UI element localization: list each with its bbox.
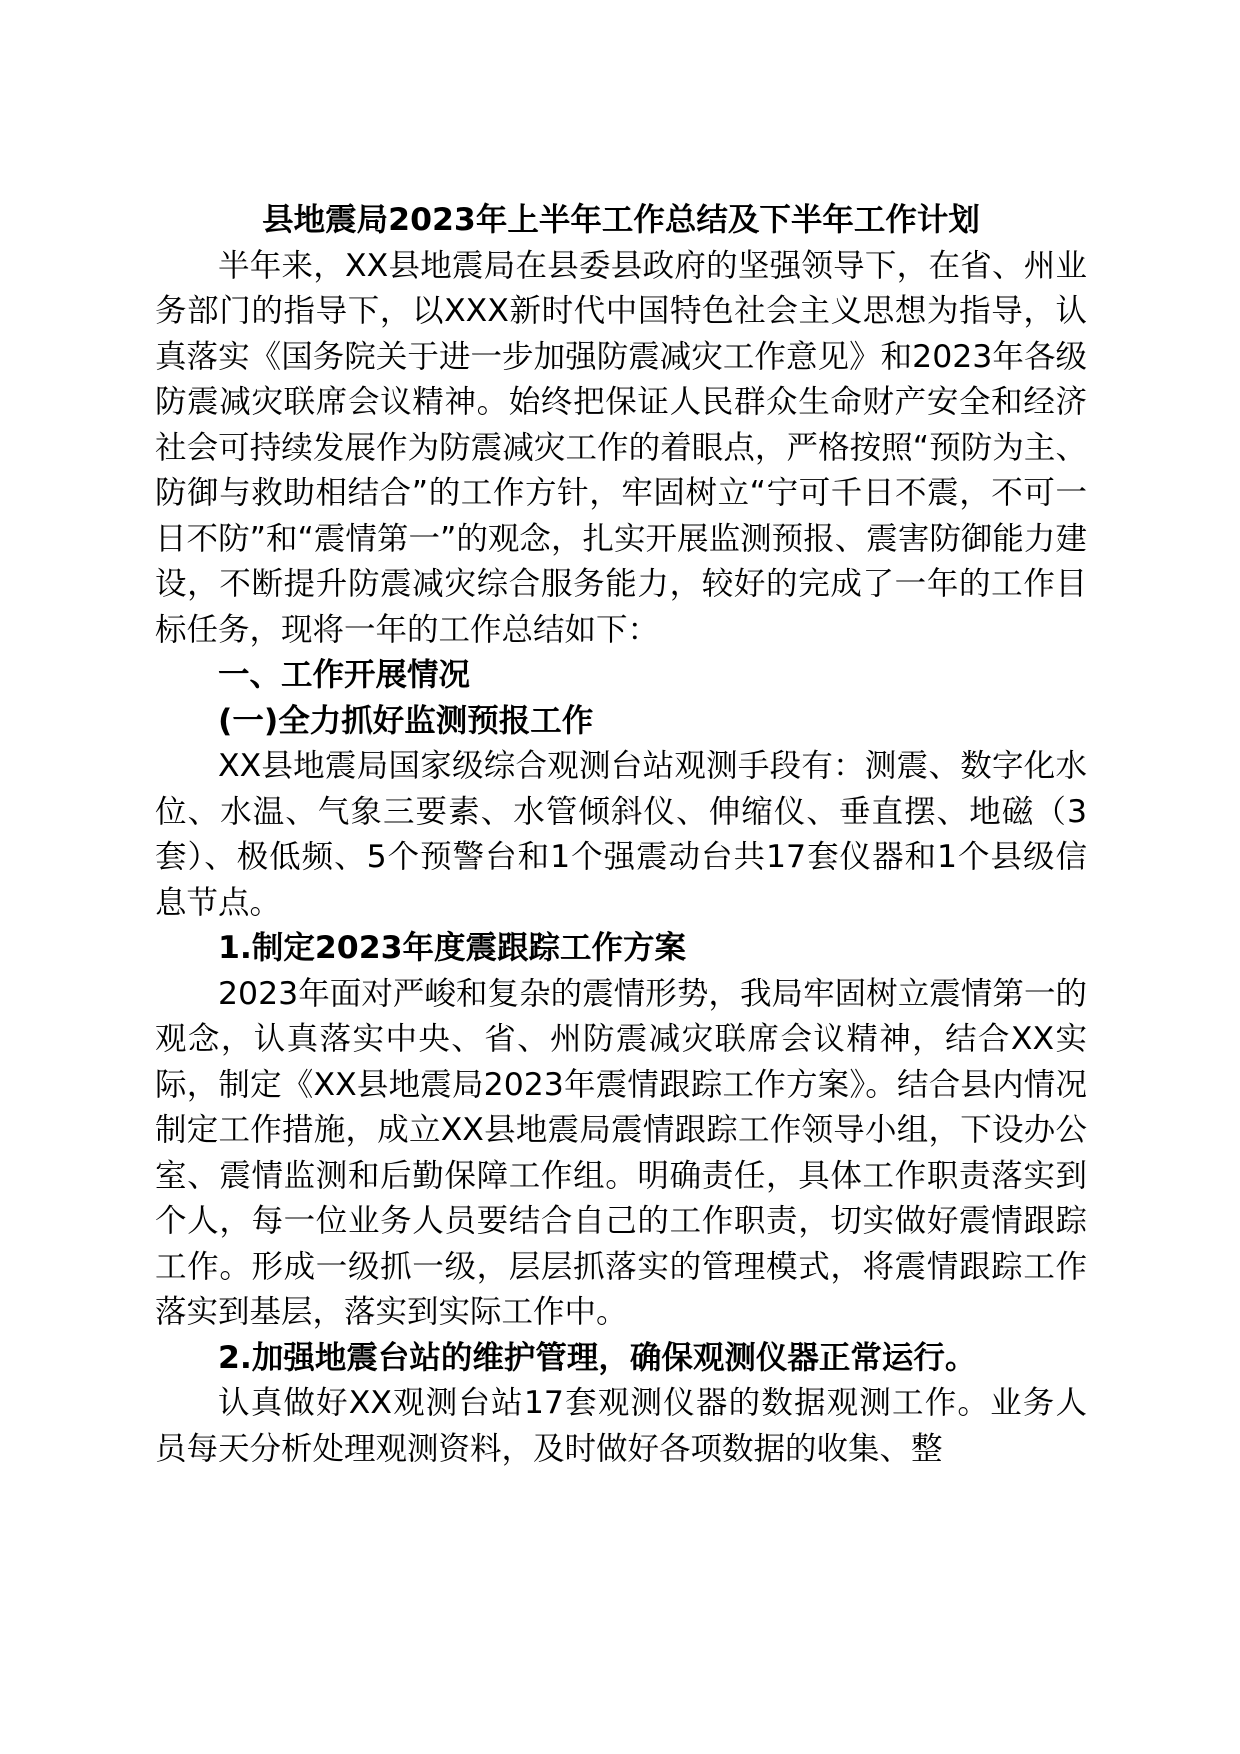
tracking-plan-paragraph: 2023年面对严峻和复杂的震情形势，我局牢固树立震情第一的观念，认真落实中央、省、州防震减灾联席会议精神，结合XX实际，制定《XX县地震局2023年震情跟踪工作方案》。结合县内情况制定工作措施，成立XX县地震局震情跟踪工作领导小组，下设办公室、震情监测和后勤保障工作组。明确责任，具体工作职责落实到个人，每一位业务人员要结合自己的工作职责，切实做好震情跟踪工作。形成一级抓一级，层层抓落实的管理模式，将震情跟踪工作落实到基层，落实到实际工作中。	[155, 975, 1087, 1330]
monitoring-paragraph: XX县地震局国家级综合观测台站观测手段有：测震、数字化水位、水温、气象三要素、水管倾斜仪、伸缩仪、垂直摆、地磁（3套）、极低频、5个预警台和1个强震动台共17套仪器和1个县级信息节点。	[155, 748, 1087, 921]
item-heading-station-maintenance: 2.加强地震台站的维护管理，确保观测仪器正常运行。	[218, 1339, 977, 1376]
document-page	[155, 198, 1087, 1472]
station-maintenance-paragraph: 认真做好XX观测台站17套观测仪器的数据观测工作。业务人员每天分析处理观测资料，及时做好各项数据的收集、整	[155, 1385, 1087, 1467]
subsection-heading-monitoring: (一)全力抓好监测预报工作	[218, 702, 594, 739]
item-heading-tracking-plan: 1.制定2023年度震跟踪工作方案	[218, 930, 687, 966]
document-title: 县地震局2023年上半年工作总结及下半年工作计划	[262, 202, 980, 238]
section-heading-work-status: 一、工作开展情况	[218, 657, 471, 693]
intro-paragraph: 半年来，XX县地震局在县委县政府的坚强领导下，在省、州业务部门的指导下，以XXX新时代中国特色社会主义思想为指导，认真落实《国务院关于进一步加强防震减灾工作意见》和2023年各级防震减灾联席会议精神。始终把保证人民群众生命财产安全和经济社会可持续发展作为防震减灾工作的着眼点，严格按照“预防为主、防御与救助相结合”的工作方针，牢固树立“宁可千日不震，不可一日不防”和“震情第一”的观念，扎实开展监测预报、震害防御能力建设，不断提升防震减灾综合服务能力，较好的完成了一年的工作目标任务，现将一年的工作总结如下：	[155, 247, 1087, 648]
